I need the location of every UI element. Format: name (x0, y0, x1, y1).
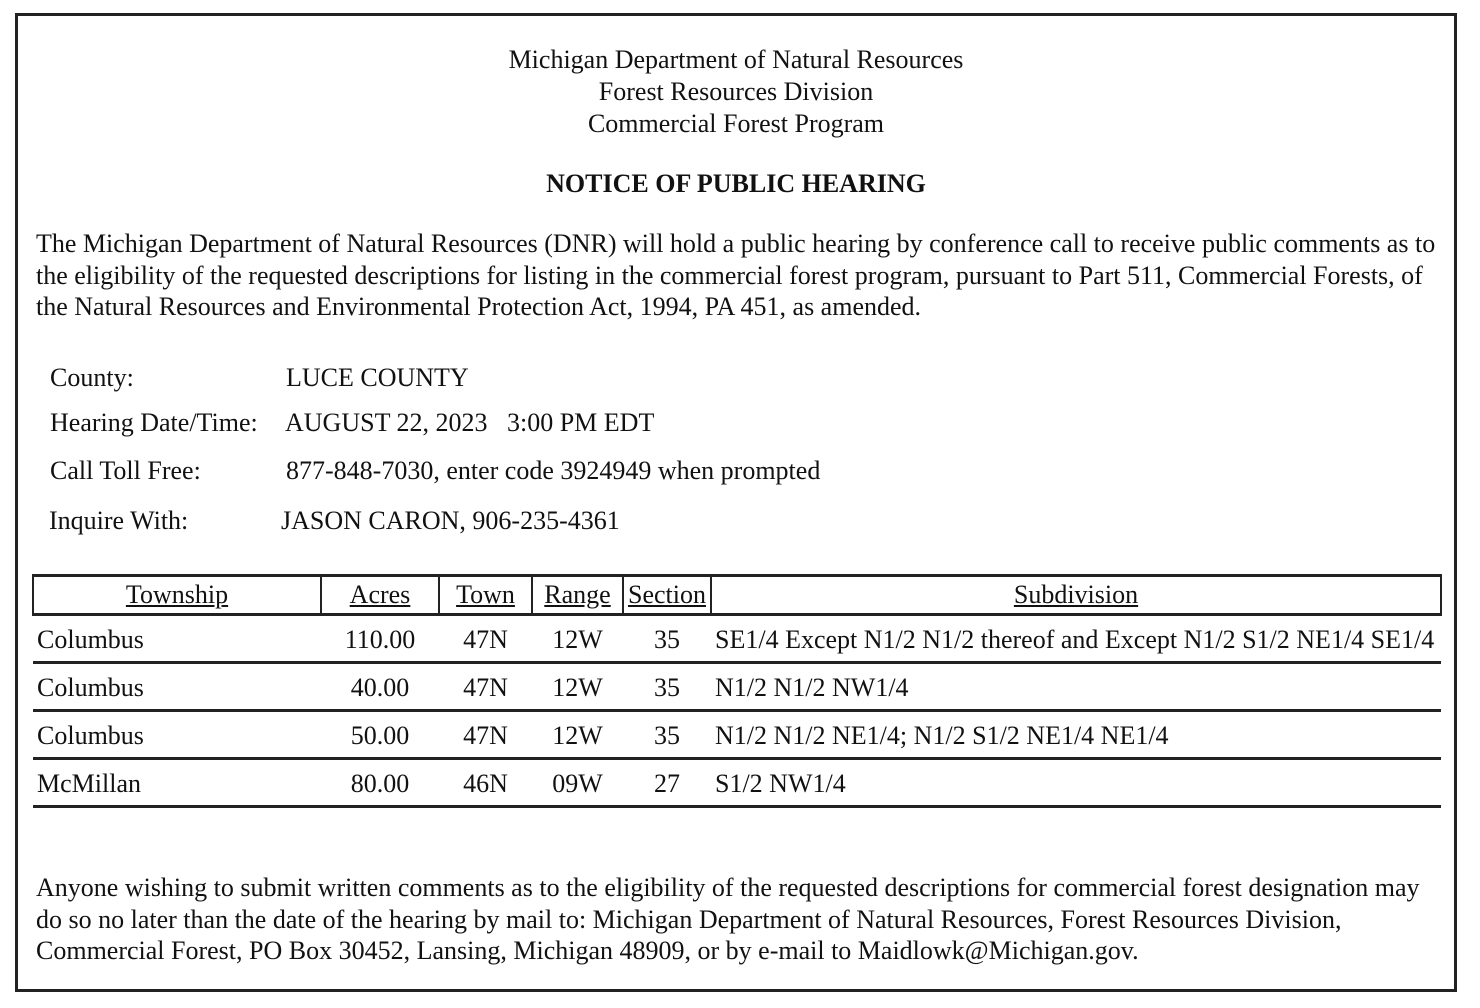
acres-cell: 110.00 (321, 615, 439, 663)
town-cell: 47N (439, 663, 532, 711)
subdivision-cell: SE1/4 Except N1/2 N1/2 thereof and Except N1/2 S1/2 NE1/4 SE1/4 (711, 615, 1441, 663)
inquire-label: Inquire With: (49, 506, 189, 535)
town-cell: 46N (439, 759, 532, 807)
acres-cell: 40.00 (321, 663, 439, 711)
table-header-row (33, 576, 1441, 615)
public-notice (15, 13, 1457, 992)
county-label: County: (50, 363, 134, 392)
header-range: Range (532, 576, 623, 615)
town-cell: 47N (439, 711, 532, 759)
inquire-value: JASON CARON, 906-235-4361 (281, 506, 620, 535)
call-value: 877-848-7030, enter code 3924949 when prompted (286, 456, 821, 485)
town-cell: 47N (439, 615, 532, 663)
section-cell: 35 (623, 615, 711, 663)
header-acres: Acres (321, 576, 439, 615)
range-cell: 12W (532, 711, 623, 759)
agency-name: Michigan Department of Natural Resources (508, 45, 964, 74)
range-cell: 12W (532, 615, 623, 663)
acres-cell: 50.00 (321, 711, 439, 759)
township-cell: McMillan (33, 759, 321, 807)
section-cell: 35 (623, 711, 711, 759)
header-township: Township (33, 576, 321, 615)
township-cell: Columbus (33, 615, 321, 663)
comments-paragraph: Anyone wishing to submit written comments as to the eligibility of the requested descriptions for commercial forest designation may do so no later than the date of the hearing by mail to: Michigan Department of Natural Resources, Forest Resources Division, Commercial Forest, PO Box 30452, Lansing, Michigan 48909, or by e-mail to Maidlowk@Michigan.gov. (36, 873, 1420, 965)
header-subdivision: Subdivision (711, 576, 1441, 615)
subdivision-cell: S1/2 NW1/4 (711, 759, 1441, 807)
acres-cell: 80.00 (321, 759, 439, 807)
table-row (33, 663, 1441, 711)
call-label: Call Toll Free: (50, 456, 201, 485)
range-cell: 09W (532, 759, 623, 807)
division-name: Forest Resources Division (598, 77, 874, 106)
header-section: Section (623, 576, 711, 615)
table-row (33, 759, 1441, 807)
section-cell: 27 (623, 759, 711, 807)
section-cell: 35 (623, 663, 711, 711)
hearing-date-value: AUGUST 22, 2023 3:00 PM EDT (285, 408, 655, 437)
county-value: LUCE COUNTY (286, 363, 469, 392)
parcels-table (32, 574, 1442, 808)
agency-header (18, 44, 1454, 140)
table-row (33, 615, 1441, 663)
township-cell: Columbus (33, 663, 321, 711)
range-cell: 12W (532, 663, 623, 711)
intro-paragraph: The Michigan Department of Natural Resources (DNR) will hold a public hearing by conference call to receive public comments as to the eligibility of the requested descriptions for listing in the commercial forest program, pursuant to Part 511, Commercial Forests, of the Natural Resources and Environmental Protection Act, 1994, PA 451, as amended. (36, 229, 1436, 321)
subdivision-cell: N1/2 N1/2 NE1/4; N1/2 S1/2 NE1/4 NE1/4 (711, 711, 1441, 759)
table-row (33, 711, 1441, 759)
program-name: Commercial Forest Program (587, 109, 885, 138)
hearing-date-label: Hearing Date/Time: (50, 408, 258, 437)
township-cell: Columbus (33, 711, 321, 759)
header-town: Town (439, 576, 532, 615)
notice-title: NOTICE OF PUBLIC HEARING (546, 169, 926, 198)
subdivision-cell: N1/2 N1/2 NW1/4 (711, 663, 1441, 711)
